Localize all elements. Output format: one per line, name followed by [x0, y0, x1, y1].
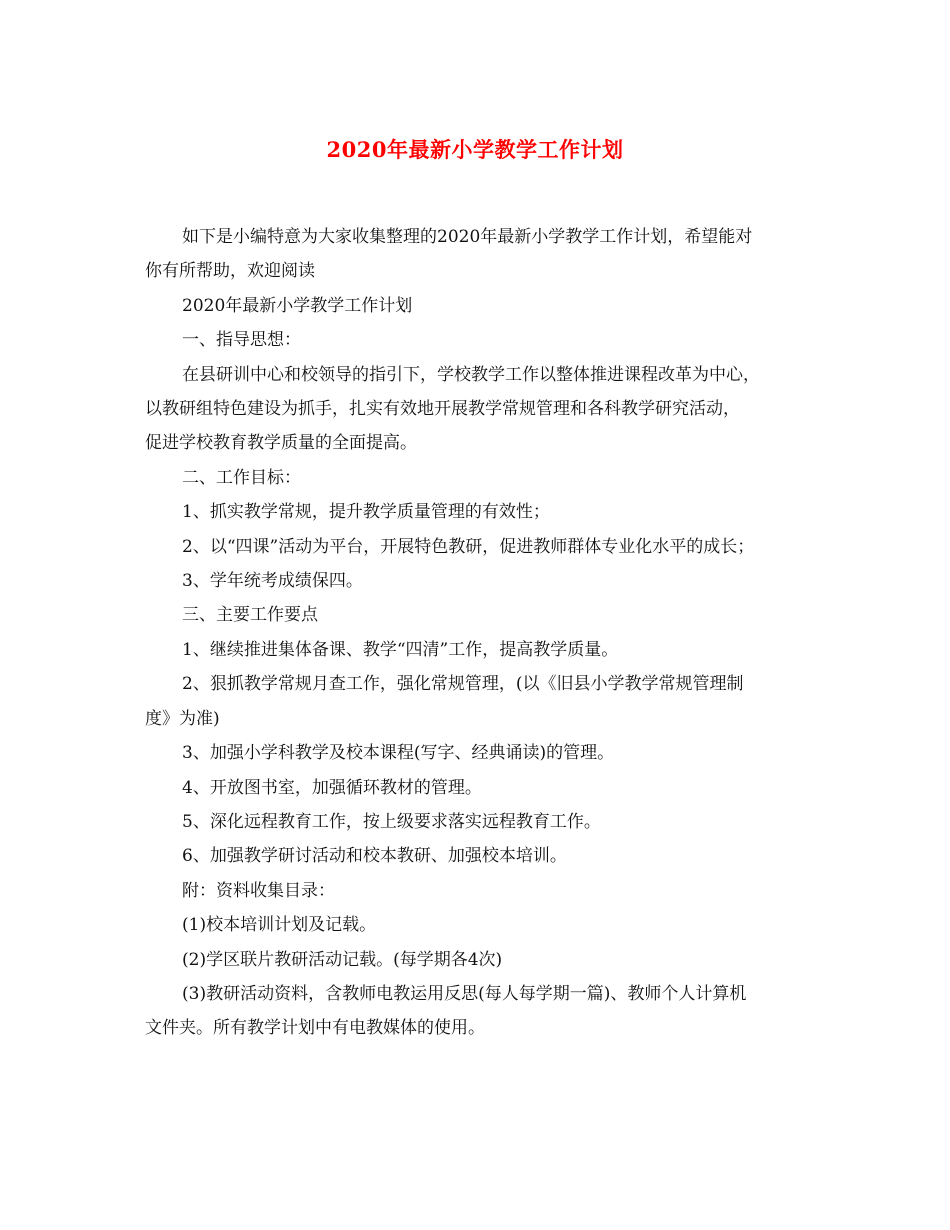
- paragraph-line: 一、指导思想：: [182, 330, 301, 351]
- paragraph-line: 你有所帮助，欢迎阅读: [145, 261, 315, 282]
- paragraph: [145, 323, 815, 357]
- paragraph-line: 三、主要工作要点: [182, 605, 318, 626]
- paragraph-line: 2、以“四课”活动为平台，开展特色教研，促进教师群体专业化水平的成长；: [182, 536, 755, 557]
- paragraph: [145, 358, 815, 461]
- paragraph: [145, 530, 815, 564]
- paragraph-line: 附：资料收集目录：: [182, 880, 335, 901]
- paragraph-line: 以教研组特色建设为抓手，扎实有效地开展教学常规管理和各科教学研究活动，: [145, 399, 740, 420]
- paragraph: [145, 874, 815, 908]
- paragraph: [145, 908, 815, 942]
- paragraph: [145, 805, 815, 839]
- paragraph: [145, 633, 815, 667]
- paragraph-line: 2、狠抓教学常规月查工作，强化常规管理，(以《旧县小学教学常规管理制: [182, 674, 744, 695]
- paragraph: [145, 564, 815, 598]
- paragraph-line: 在县研训中心和校领导的指引下，学校教学工作以整体推进课程改革为中心，: [182, 364, 760, 385]
- paragraph: [145, 839, 815, 873]
- paragraph-line: 如下是小编特意为大家收集整理的2020年最新小学教学工作计划，希望能对: [182, 227, 753, 247]
- paragraph-line: 4、开放图书室，加强循环教材的管理。: [182, 777, 482, 798]
- paragraph-line: (1)校本培训计划及记载。: [182, 915, 377, 936]
- paragraph-line: 1、抓实教学常规，提升教学质量管理的有效性；: [182, 502, 550, 523]
- paragraph: [145, 943, 815, 977]
- paragraph: [145, 220, 815, 289]
- paragraph: [145, 598, 815, 632]
- document-body: [145, 220, 815, 1046]
- paragraph-line: 2020年最新小学教学工作计划: [182, 295, 413, 316]
- paragraph: [145, 461, 815, 495]
- paragraph-line: 文件夹。所有教学计划中有电教媒体的使用。: [145, 1018, 485, 1039]
- document-title: 2020年最新小学教学工作计划: [326, 137, 624, 162]
- paragraph-line: 促进学校教育教学质量的全面提高。: [145, 433, 417, 454]
- paragraph-line: (2)学区联片教研活动记载。(每学期各4次): [182, 949, 503, 970]
- paragraph: [145, 736, 815, 770]
- paragraph-line: 度》为准): [145, 708, 220, 729]
- paragraph: [145, 977, 815, 1046]
- paragraph-line: 6、加强教学研讨活动和校本教研、加强校本培训。: [182, 846, 567, 867]
- paragraph: [145, 495, 815, 529]
- paragraph-line: 5、深化远程教育工作，按上级要求落实远程教育工作。: [182, 811, 601, 832]
- paragraph-line: 1、继续推进集体备课、教学“四清”工作，提高教学质量。: [182, 639, 619, 660]
- paragraph: [145, 771, 815, 805]
- paragraph: [145, 289, 815, 323]
- paragraph-line: 3、加强小学科教学及校本课程(写字、经典诵读)的管理。: [182, 743, 615, 764]
- paragraph: [145, 667, 815, 736]
- paragraph-line: (3)教研活动资料，含教师电教运用反思(每人每学期一篇)、教师个人计算机: [182, 983, 747, 1004]
- paragraph-line: 二、工作目标：: [182, 467, 301, 488]
- paragraph-line: 3、学年统考成绩保四。: [182, 571, 363, 592]
